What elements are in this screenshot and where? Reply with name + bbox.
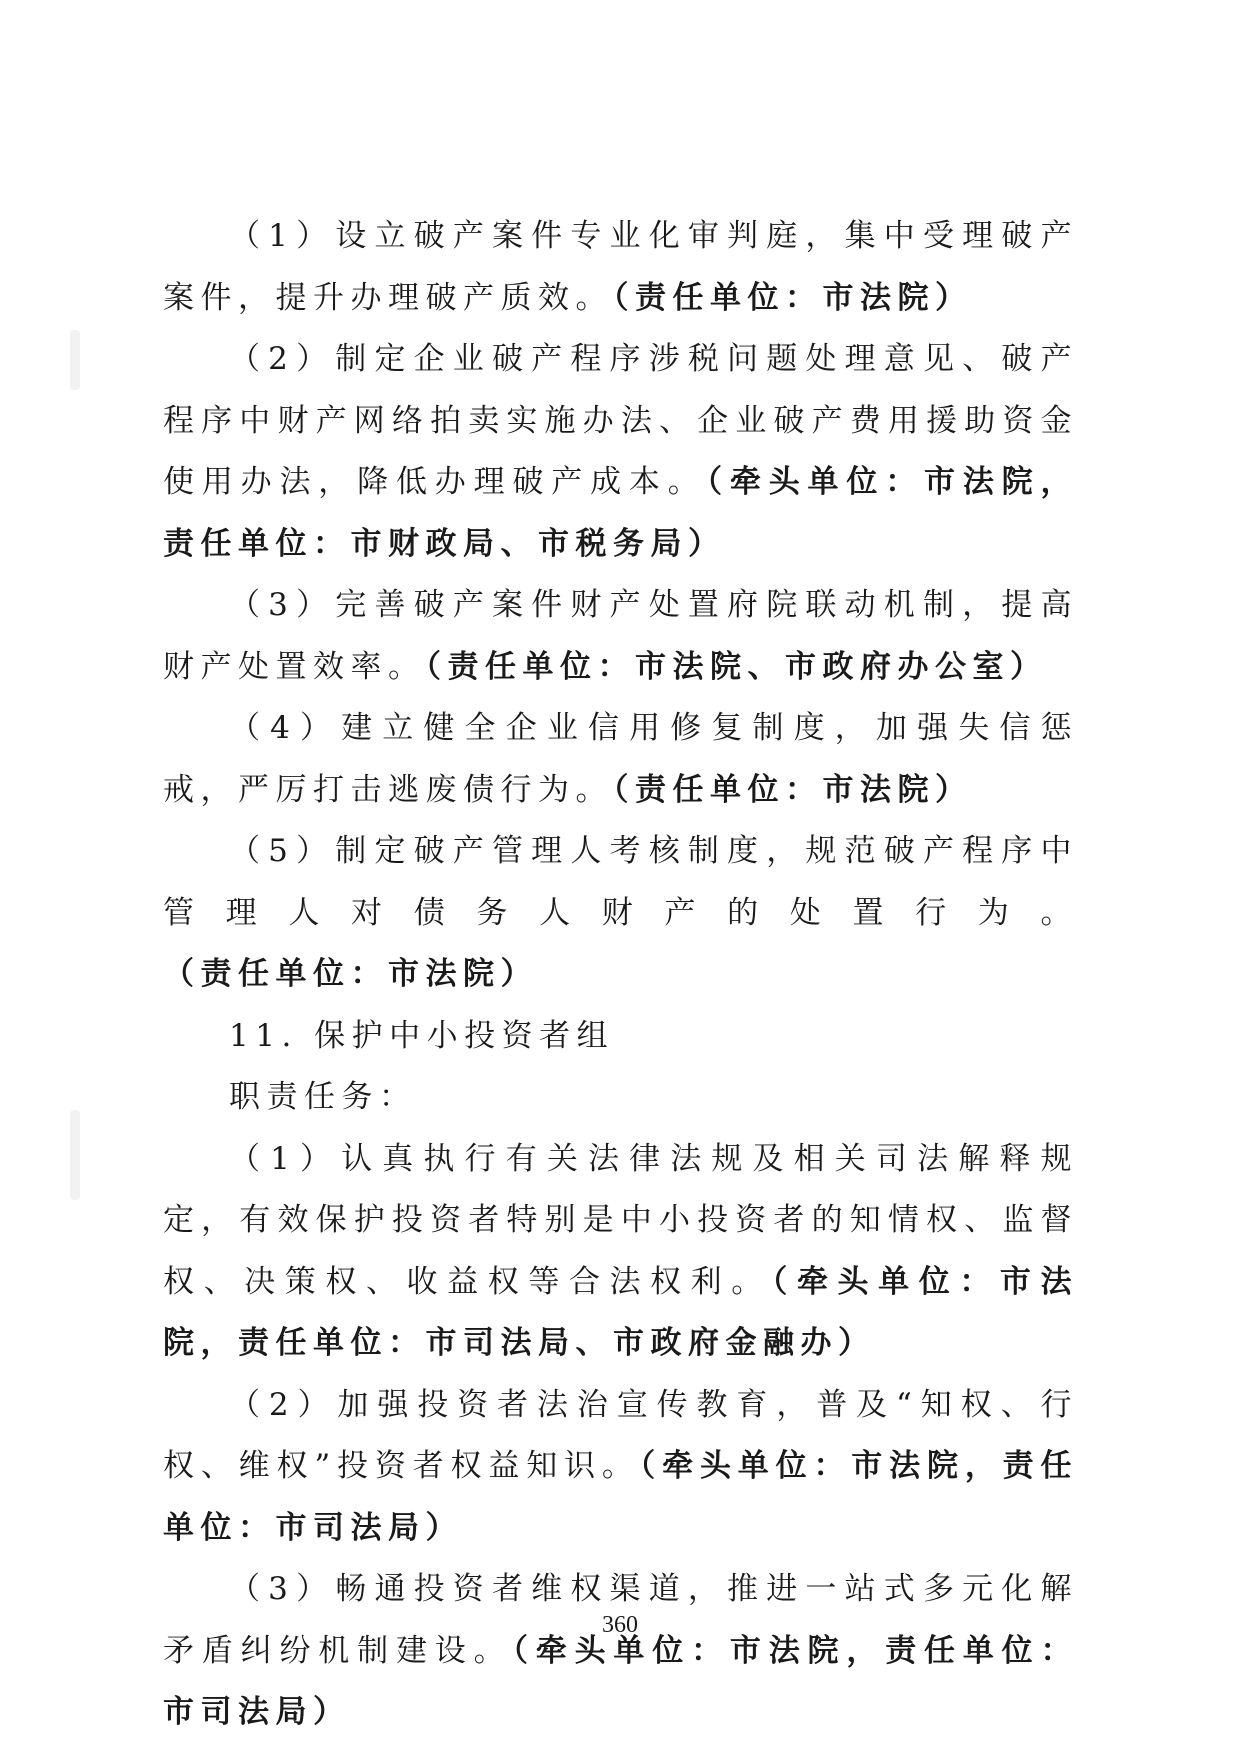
responsibility-note: （责任单位：市法院） <box>613 771 973 808</box>
subheading-text: 职责任务： <box>229 1079 417 1115</box>
responsibility-note: （牵头单位：市法院，责任单位：市司法局） <box>163 1448 1078 1546</box>
subheading <box>163 1067 1078 1129</box>
paragraph-text: （1）认真执行有关法律法规及相关司法解释规定，有效保护投资者特别是中小投资者的知情权、监督权、决策权、收益权等合法权利。 <box>163 1140 1078 1300</box>
paragraph <box>163 575 1078 698</box>
responsibility-note: （责任单位：市法院、市政府办公室） <box>425 648 1048 685</box>
paragraph <box>163 329 1078 575</box>
paragraph <box>163 698 1078 821</box>
paragraph-text: （5）制定破产管理人考核制度，规范破产程序中管理人对债务人财产的处置行为。 <box>163 833 1078 931</box>
paragraph-text: （4）建立健全企业信用修复制度，加强失信惩戒，严厉打击逃废债行为。 <box>163 710 1078 808</box>
paragraph-text: （1）设立破产案件专业化审判庭，集中受理破产案件，提升办理破产质效。 <box>163 218 1078 316</box>
paragraph <box>163 1559 1078 1744</box>
responsibility-note: （责任单位：市法院） <box>613 279 973 316</box>
page-number: 360 <box>602 1612 638 1638</box>
responsibility-note: （责任单位：市法院） <box>163 956 538 992</box>
paragraph <box>163 206 1078 329</box>
paragraph-text: （3）畅通投资者维权渠道，推进一站式多元化解矛盾纠纷机制建设。 <box>163 1571 1078 1669</box>
responsibility-note: （牵头单位：市法院，责任单位：市财政局、市税务局） <box>163 464 1079 562</box>
document-body <box>163 206 1078 1744</box>
section-heading-text: 11. 保护中小投资者组 <box>229 1017 615 1054</box>
paragraph <box>163 821 1078 1006</box>
paragraph-text: （2）加强投资者法治宣传教育，普及“知权、行权、维权”投资者权益知识。 <box>163 1386 1078 1484</box>
section-heading <box>163 1006 1078 1068</box>
responsibility-note: （牵头单位：市法院，责任单位：市司法局） <box>163 1632 1079 1730</box>
paragraph-text: （3）完善破产案件财产处置府院联动机制，提高财产处置效率。 <box>163 587 1078 685</box>
paragraph <box>163 1129 1078 1375</box>
paragraph-text: （2）制定企业破产程序涉税问题处理意见、破产程序中财产网络拍卖实施办法、企业破产费用援助资金使用办法，降低办理破产成本。 <box>163 341 1078 500</box>
scan-artifact <box>70 330 80 390</box>
paragraph <box>163 1375 1078 1560</box>
scan-artifact <box>70 1110 80 1200</box>
responsibility-note: （牵头单位：市法院，责任单位：市司法局、市政府金融办） <box>163 1263 1079 1361</box>
